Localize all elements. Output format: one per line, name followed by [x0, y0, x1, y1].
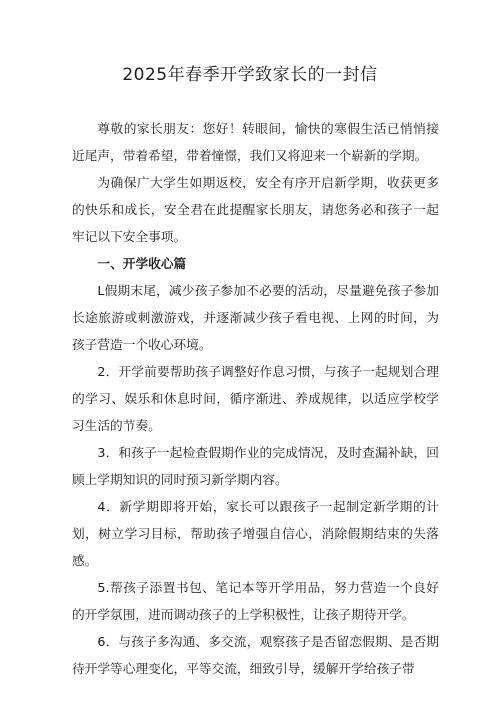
list-item-2: 2．开学前要帮助孩子调整好作息习惯，与孩子一起规划合理的学习、娱乐和休息时间，循序渐进、养成规律，以适应学校学习生活的节奏。 [72, 364, 439, 433]
document-title: 2025年春季开学致家长的一封信 [122, 65, 378, 85]
intro-paragraph: 为确保广大学生如期返校，安全有序开启新学期，收获更多的快乐和成长，安全君在此提醒家长朋友，请您务必和孩子一起牢记以下安全事项。 [72, 175, 439, 244]
list-item-5: 5.帮孩子添置书包、笔记本等开学用品，努力营造一个良好的开学氛围，进而调动孩子的上学积极性，让孩子期待开学。 [72, 580, 439, 622]
list-item-1: L假期末尾，减少孩子参加不必要的活动，尽量避免孩子参加长途旅游或刺激游戏，并逐渐减少孩子看电视、上网的时间，为孩子营造一个收心环境。 [72, 283, 439, 352]
list-item-3: 3．和孩子一起检查假期作业的完成情况，及时查漏补缺，回顾上学期知识的同时预习新学期内容。 [72, 445, 439, 487]
section-heading: 一、开学收心篇 [97, 256, 187, 271]
greeting-paragraph: 尊敬的家长朋友：您好！转眼间，愉快的寒假生活已悄悄接近尾声，带着希望，带着憧憬，我们又将迎来一个崭新的学期。 [72, 121, 439, 163]
list-item-4: 4．新学期即将开始，家长可以跟孩子一起制定新学期的计划，树立学习目标，帮助孩子增强自信心，消除假期结束的失落感。 [72, 499, 439, 568]
list-item-6: 6．与孩子多沟通、多交流，观察孩子是否留恋假期、是否期待开学等心理变化，平等交流，细致引导，缓解开学给孩子带 [72, 634, 439, 676]
document-body [72, 115, 439, 682]
